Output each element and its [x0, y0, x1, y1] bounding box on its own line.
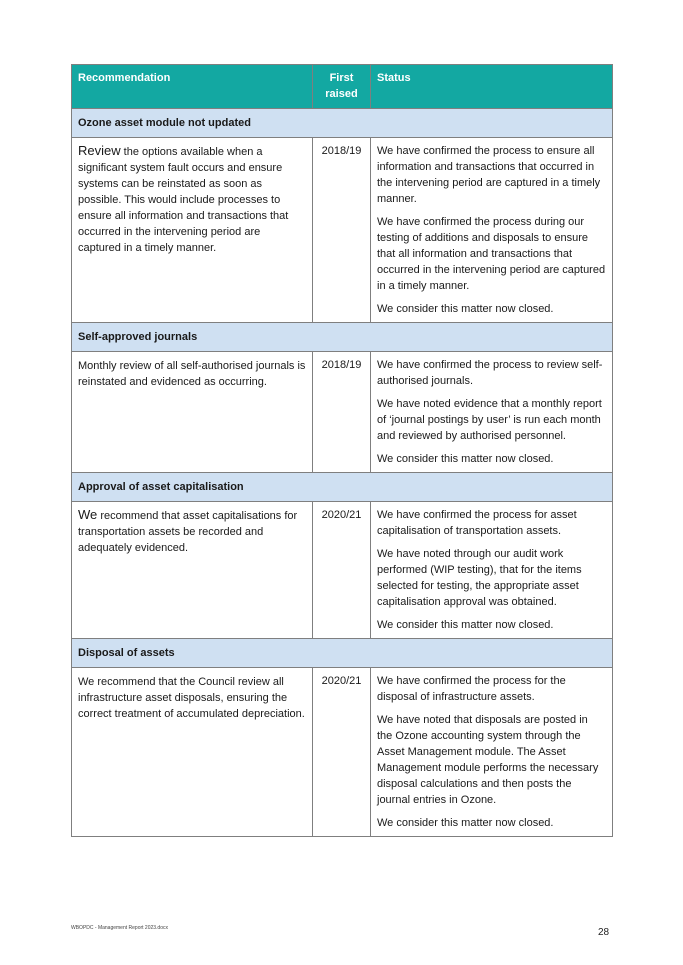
status-cell: [371, 352, 613, 473]
status-paragraph: We have confirmed the process to review self-authorised journals.: [377, 359, 603, 387]
status-paragraph: We have confirmed the process for the disposal of infrastructure assets.: [377, 675, 566, 703]
table-row: [72, 668, 613, 837]
status-paragraph: We have noted that disposals are posted in the Ozone accounting system through the Asset Management module. The Asset Management module performs the necessary disposal calculations and then posts the journal entries in Ozone.: [377, 714, 599, 806]
header-first-raised: [313, 65, 371, 109]
status-paragraph: We have confirmed the process for asset capitalisation of transportation assets.: [377, 509, 577, 537]
section-title: Self-approved journals: [72, 323, 613, 352]
section-row: [72, 639, 613, 668]
table-header-row: [72, 65, 613, 109]
table-row: [72, 138, 613, 323]
recommendation-cell: [72, 502, 313, 639]
status-paragraph: We consider this matter now closed.: [377, 817, 554, 829]
table-row: [72, 502, 613, 639]
header-status: Status: [371, 65, 613, 109]
recommendation-cell: [72, 352, 313, 473]
status-cell: [371, 138, 613, 323]
first-raised-cell: 2018/19: [313, 138, 371, 323]
recommendation-cell: [72, 668, 313, 837]
recommendation-text: We recommend that the Council review all infrastructure asset disposals, ensuring the correct treatment of accumulated depreciation.: [78, 676, 305, 720]
status-paragraph: We have noted evidence that a monthly report of ‘journal postings by user’ is run each month and reviewed by authorised personnel.: [377, 398, 602, 442]
status-cell: [371, 668, 613, 837]
first-raised-cell: 2020/21: [313, 668, 371, 837]
section-row: [72, 323, 613, 352]
table-row: [72, 352, 613, 473]
recommendation-cell: [72, 138, 313, 323]
section-row: [72, 109, 613, 138]
status-cell: [371, 502, 613, 639]
status-paragraph: We consider this matter now closed.: [377, 619, 554, 631]
header-first-raised-line1: First: [329, 72, 354, 84]
header-first-raised-line2: raised: [325, 88, 358, 100]
section-title: Ozone asset module not updated: [72, 109, 613, 138]
status-paragraph: We consider this matter now closed.: [377, 303, 554, 315]
footer-filename: WBOPDC - Management Report 2023.docx: [71, 925, 168, 931]
recommendations-table: [71, 64, 613, 837]
status-paragraph: We have confirmed the process to ensure all information and transactions that occurred in the intervening period are captured in a timely manner.: [377, 145, 601, 205]
status-paragraph: We have noted through our audit work performed (WIP testing), that for the items selected for testing, the appropriate asset capitalisation approval was obtained.: [377, 548, 582, 608]
section-title: Disposal of assets: [72, 639, 613, 668]
recommendation-lead: We: [78, 507, 98, 522]
first-raised-cell: 2018/19: [313, 352, 371, 473]
first-raised-cell: 2020/21: [313, 502, 371, 639]
recommendation-text: the options available when a significant system fault occurs and ensure systems can be reinstated as soon as possible. This would include processes to ensure all information and transactions that occurred in the intervening period are captured in a timely manner.: [78, 146, 289, 254]
recommendation-lead: Review: [78, 143, 121, 158]
header-recommendation: Recommendation: [72, 65, 313, 109]
section-title: Approval of asset capitalisation: [72, 473, 613, 502]
page-number: 28: [598, 927, 610, 938]
status-paragraph: We consider this matter now closed.: [377, 453, 554, 465]
recommendation-text: Monthly review of all self-authorised journals is reinstated and evidenced as occurring.: [78, 360, 306, 388]
section-row: [72, 473, 613, 502]
recommendation-text: recommend that asset capitalisations for transportation assets be recorded and adequately evidenced.: [78, 510, 298, 554]
status-paragraph: We have confirmed the process during our testing of additions and disposals to ensure that all information and transactions that occurred in the intervening period are captured in a timely manner.: [377, 216, 606, 292]
